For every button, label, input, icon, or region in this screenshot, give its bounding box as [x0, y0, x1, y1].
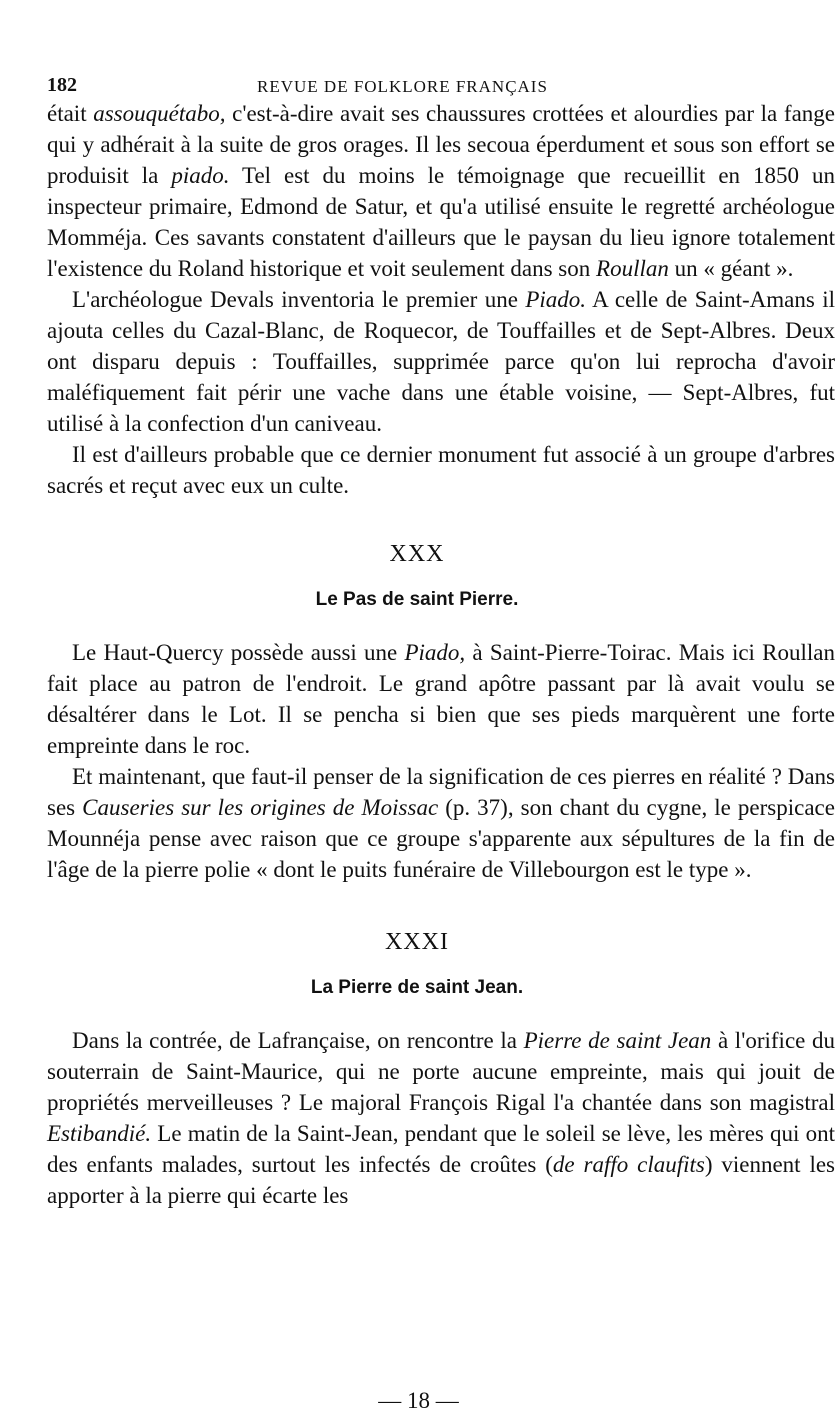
running-header — [47, 62, 837, 98]
running-title: REVUE DE FOLKLORE FRANÇAIS — [257, 77, 548, 96]
text-run: à l'orifice du souterrain de Saint-Maurice, qui ne porte aucune empreinte, mais qui jouit de propriétés merveilleuses ? Le majoral François Rigal l'a chantée dans son magistral — [47, 1028, 836, 1115]
text-run: Tel est du moins le témoignage que recueillit en 1850 un inspecteur primaire, Edmond de Satur, et qu'a utilisé ensuite le regretté archéologue Momméja. Ces savants constatent d'ailleurs que le paysan du lieu ignore totalement l'existence du Roland historique et voit seulement dans son — [47, 163, 835, 281]
italic-run: assouquétabo, — [93, 101, 226, 126]
section-number-xxx: XXX — [389, 541, 445, 567]
text-run: à Saint-Pierre-Toirac. Mais ici Roullan fait place au patron de l'endroit. Le grand apôtre passant par là avait voulu se désaltérer dans le Lot. Il se pencha si bien que ses pieds marquèrent une forte empreinte dans le roc. — [47, 640, 835, 758]
italic-run: Roullan — [596, 256, 669, 281]
text-run: Le Haut-Quercy possède aussi une — [72, 640, 405, 665]
text-run: Dans la contrée, de Lafrançaise, on rencontre la — [72, 1028, 524, 1053]
paragraph-prev-1 — [47, 98, 835, 284]
italic-run: Piado, — [404, 640, 466, 665]
italic-run: Piado. — [525, 287, 587, 312]
italic-run: Causeries sur les origines de Moissac — [82, 795, 439, 820]
text-run: Le matin de la Saint-Jean, pendant que le soleil se lève, les mères qui ont des enfants malades, surtout les infectés de croûtes ( — [47, 1121, 835, 1177]
paragraph-prev-2 — [47, 284, 835, 439]
italic-run: piado. — [171, 163, 230, 188]
section-number-xxxi: XXXI — [385, 929, 449, 955]
text-run: c'est-à-dire avait ses chaussures crottées et alourdies par la fange qui y adhérait à la suite de gros orages. Il les secoua éperdument et sous son effort se produisit la — [47, 101, 835, 188]
section-title-xxx: Le Pas de saint Pierre. — [315, 589, 519, 610]
paragraph-xxx-2 — [47, 761, 835, 885]
section-title-xxxi: La Pierre de saint Jean. — [310, 977, 524, 998]
text-run: un « géant ». — [668, 256, 794, 281]
text-run: A celle de Saint-Amans il ajouta celles du Cazal-Blanc, de Roquecor, de Touffailles et de Sept-Albres. Deux ont disparu depuis : Touffailles, supprimée parce qu'on lui reprocha d'avoir maléfiquement fait périr une vache dans une étable voisine, — Sept-Albres, fut utilisé à la confection d'un caniveau. — [47, 287, 835, 436]
text-run: (p. 37), son chant du cygne, le perspicace Mounnéja pense avec raison que ce groupe s'apparente aux sépultures de la fin de l'âge de la pierre polie « dont le puits funéraire de Villebourgon est le type ». — [47, 795, 835, 882]
italic-run: de raffo claufits — [552, 1152, 705, 1177]
page-folio: — 18 — — [378, 1388, 459, 1413]
paragraph-xxx-1 — [47, 637, 835, 761]
text-run: ) viennent les apporter à la pierre qui écarte les — [47, 1152, 835, 1208]
italic-run: Pierre de saint Jean — [523, 1028, 712, 1053]
page-number: 182 — [47, 74, 77, 96]
text-run: L'archéologue Devals inventoria le premier une — [72, 287, 526, 312]
document-page — [47, 62, 837, 1211]
paragraph-xxxi-1 — [47, 1025, 835, 1211]
text-run: était — [47, 101, 94, 126]
italic-run: Estibandié. — [47, 1121, 152, 1146]
paragraph-prev-3: Il est d'ailleurs probable que ce dernier monument fut associé à un groupe d'arbres sacrés et reçut avec eux un culte. — [47, 442, 835, 498]
text-run: Et maintenant, que faut-il penser de la signification de ces pierres en réalité ? Dans ses — [47, 764, 835, 820]
